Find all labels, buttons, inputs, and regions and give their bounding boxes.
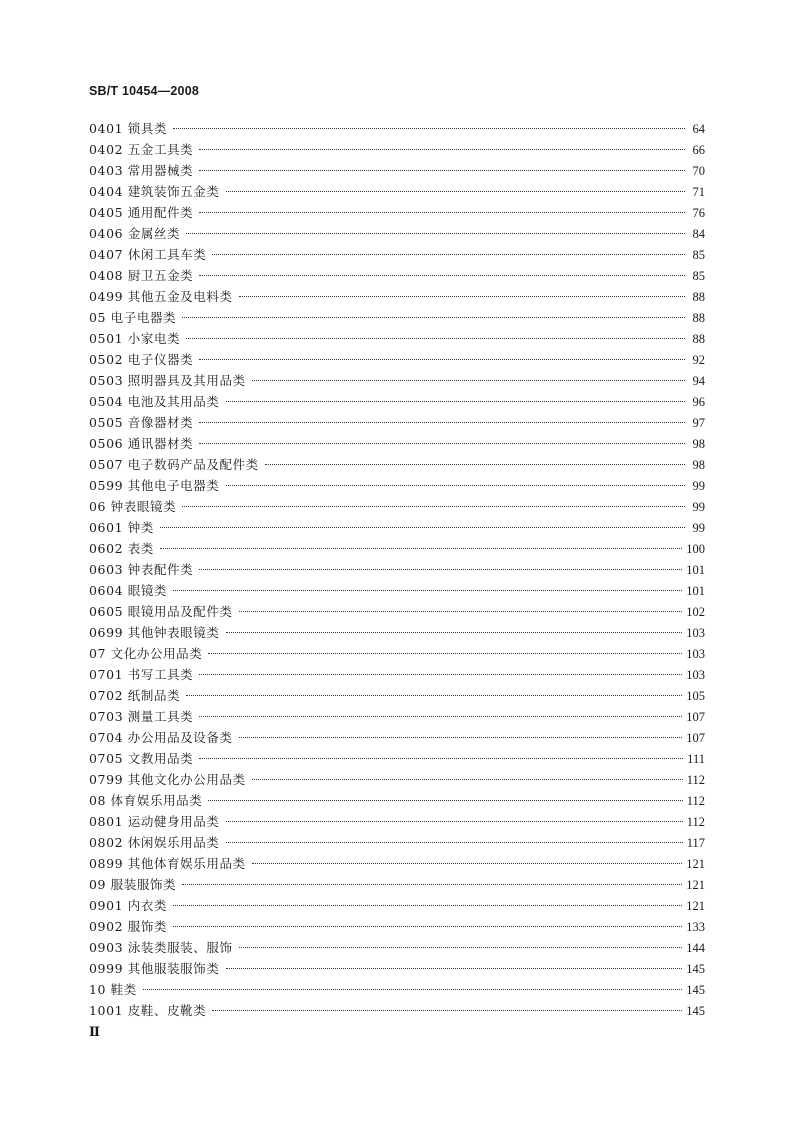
toc-entry-title: 0403 常用器械类 bbox=[89, 163, 194, 178]
standard-code-header: SB/T 10454—2008 bbox=[89, 84, 200, 98]
dot-leader bbox=[199, 442, 685, 444]
toc-entry-page: 85 bbox=[692, 269, 705, 283]
toc-entry-page: 117 bbox=[686, 836, 705, 850]
toc-entry-title: 0506 通讯器材类 bbox=[89, 436, 194, 451]
dot-leader bbox=[226, 484, 686, 486]
toc-entry[interactable] bbox=[89, 454, 705, 475]
toc-entry[interactable] bbox=[89, 643, 705, 664]
toc-entry[interactable] bbox=[89, 685, 705, 706]
dot-leader bbox=[186, 337, 685, 339]
toc-entry-page: 145 bbox=[686, 962, 705, 976]
toc-entry[interactable] bbox=[89, 433, 705, 454]
dot-leader bbox=[143, 988, 682, 990]
toc-entry[interactable] bbox=[89, 412, 705, 433]
dot-leader bbox=[173, 127, 685, 129]
toc-entry-title: 0799 其他文化办公用品类 bbox=[89, 772, 246, 787]
toc-entry[interactable] bbox=[89, 748, 705, 769]
dot-leader bbox=[226, 400, 686, 402]
toc-entry-page: 70 bbox=[692, 164, 705, 178]
toc-entry-page: 99 bbox=[692, 500, 705, 514]
toc-entry-title: 0902 服饰类 bbox=[89, 919, 168, 934]
toc-entry[interactable] bbox=[89, 895, 705, 916]
dot-leader bbox=[199, 568, 682, 570]
toc-entry-title: 0504 电池及其用品类 bbox=[89, 394, 220, 409]
toc-entry-title: 0507 电子数码产品及配件类 bbox=[89, 457, 259, 472]
dot-leader bbox=[173, 925, 682, 927]
dot-leader bbox=[212, 1009, 682, 1011]
toc-entry[interactable] bbox=[89, 118, 705, 139]
toc-entry[interactable] bbox=[89, 202, 705, 223]
toc-entry-page: 92 bbox=[692, 353, 705, 367]
toc-entry-page: 105 bbox=[686, 689, 705, 703]
toc-entry-title: 0903 泳装类服装、服饰 bbox=[89, 940, 233, 955]
toc-entry[interactable] bbox=[89, 769, 705, 790]
toc-entry[interactable] bbox=[89, 979, 705, 1000]
toc-entry[interactable] bbox=[89, 538, 705, 559]
toc-entry-title: 0505 音像器材类 bbox=[89, 415, 194, 430]
dot-leader bbox=[239, 736, 683, 738]
toc-entry[interactable] bbox=[89, 601, 705, 622]
toc-entry-page: 88 bbox=[692, 290, 705, 304]
toc-entry[interactable] bbox=[89, 349, 705, 370]
toc-entry-page: 133 bbox=[686, 920, 705, 934]
toc-entry[interactable] bbox=[89, 1000, 705, 1021]
toc-entry-page: 94 bbox=[692, 374, 705, 388]
toc-entry-title: 0402 五金工具类 bbox=[89, 142, 194, 157]
toc-entry[interactable] bbox=[89, 853, 705, 874]
toc-entry-title: 0406 金属丝类 bbox=[89, 226, 181, 241]
dot-leader bbox=[199, 358, 685, 360]
toc-entry-page: 103 bbox=[686, 668, 705, 682]
toc-entry-page: 100 bbox=[686, 542, 705, 556]
toc-entry-title: 0699 其他钟表眼镜类 bbox=[89, 625, 220, 640]
toc-entry-title: 0599 其他电子电器类 bbox=[89, 478, 220, 493]
toc-entry-page: 112 bbox=[686, 773, 705, 787]
toc-entry-title: 08 体育娱乐用品类 bbox=[89, 793, 203, 808]
toc-entry-page: 107 bbox=[686, 731, 705, 745]
dot-leader bbox=[239, 610, 683, 612]
toc-entry-page: 107 bbox=[686, 710, 705, 724]
toc-entry[interactable] bbox=[89, 244, 705, 265]
toc-entry[interactable] bbox=[89, 328, 705, 349]
toc-entry-title: 05 电子电器类 bbox=[89, 310, 177, 325]
toc-entry-title: 0703 测量工具类 bbox=[89, 709, 194, 724]
toc-entry[interactable] bbox=[89, 370, 705, 391]
toc-entry-title: 0704 办公用品及设备类 bbox=[89, 730, 233, 745]
page-number: Ⅱ bbox=[89, 1024, 100, 1039]
dot-leader bbox=[199, 169, 685, 171]
toc-entry-page: 111 bbox=[687, 752, 705, 766]
toc-entry[interactable] bbox=[89, 307, 705, 328]
toc-entry-page: 103 bbox=[686, 626, 705, 640]
dot-leader bbox=[239, 295, 685, 297]
toc-entry-title: 0705 文教用品类 bbox=[89, 751, 194, 766]
dot-leader bbox=[252, 862, 683, 864]
toc-entry-page: 84 bbox=[692, 227, 705, 241]
dot-leader bbox=[199, 757, 683, 759]
dot-leader bbox=[186, 232, 685, 234]
toc-entry-page: 88 bbox=[692, 332, 705, 346]
toc-entry-title: 0899 其他体育娱乐用品类 bbox=[89, 856, 246, 871]
toc-entry[interactable] bbox=[89, 811, 705, 832]
toc-entry[interactable] bbox=[89, 706, 705, 727]
toc-entry[interactable] bbox=[89, 958, 705, 979]
toc-entry-title: 0405 通用配件类 bbox=[89, 205, 194, 220]
toc-entry-title: 09 服装服饰类 bbox=[89, 877, 177, 892]
toc-entry-title: 0501 小家电类 bbox=[89, 331, 181, 346]
toc-entry[interactable] bbox=[89, 664, 705, 685]
toc-entry-title: 0404 建筑装饰五金类 bbox=[89, 184, 220, 199]
toc-entry-title: 1001 皮鞋、皮靴类 bbox=[89, 1003, 207, 1018]
dot-leader bbox=[239, 946, 683, 948]
toc-entry-page: 101 bbox=[686, 563, 705, 577]
dot-leader bbox=[199, 673, 682, 675]
toc-entry-page: 112 bbox=[686, 794, 705, 808]
toc-entry-title: 0801 运动健身用品类 bbox=[89, 814, 220, 829]
toc-entry-title: 0407 休闲工具车类 bbox=[89, 247, 207, 262]
toc-entry-title: 0601 钟类 bbox=[89, 520, 154, 535]
toc-entry-title: 07 文化办公用品类 bbox=[89, 646, 203, 661]
toc-entry[interactable] bbox=[89, 916, 705, 937]
toc-entry-title: 0499 其他五金及电料类 bbox=[89, 289, 233, 304]
dot-leader bbox=[226, 967, 683, 969]
toc-entry-page: 64 bbox=[692, 122, 705, 136]
toc-entry-title: 0408 厨卫五金类 bbox=[89, 268, 194, 283]
toc-entry-page: 88 bbox=[692, 311, 705, 325]
dot-leader bbox=[160, 547, 682, 549]
toc-entry-page: 121 bbox=[686, 899, 705, 913]
dot-leader bbox=[199, 715, 682, 717]
toc-entry-page: 102 bbox=[686, 605, 705, 619]
dot-leader bbox=[226, 190, 686, 192]
dot-leader bbox=[208, 652, 682, 654]
toc-entry[interactable] bbox=[89, 475, 705, 496]
toc-entry[interactable] bbox=[89, 223, 705, 244]
toc-entry-title: 0602 表类 bbox=[89, 541, 154, 556]
dot-leader bbox=[208, 799, 682, 801]
toc-entry-title: 0603 钟表配件类 bbox=[89, 562, 194, 577]
toc-entry-title: 0802 休闲娱乐用品类 bbox=[89, 835, 220, 850]
toc-entry-page: 145 bbox=[686, 983, 705, 997]
dot-leader bbox=[199, 148, 685, 150]
toc-entry[interactable] bbox=[89, 874, 705, 895]
toc-entry-title: 0604 眼镜类 bbox=[89, 583, 168, 598]
toc-entry[interactable] bbox=[89, 832, 705, 853]
toc-entry-page: 96 bbox=[692, 395, 705, 409]
toc-entry-title: 0503 照明器具及其用品类 bbox=[89, 373, 246, 388]
toc-entry-page: 76 bbox=[692, 206, 705, 220]
toc-entry-title: 10 鞋类 bbox=[89, 982, 137, 997]
dot-leader bbox=[186, 694, 682, 696]
toc-entry[interactable] bbox=[89, 286, 705, 307]
toc-entry-page: 121 bbox=[686, 878, 705, 892]
toc-entry[interactable] bbox=[89, 139, 705, 160]
dot-leader bbox=[212, 253, 685, 255]
toc-entry-page: 101 bbox=[686, 584, 705, 598]
toc-entry-page: 99 bbox=[692, 479, 705, 493]
dot-leader bbox=[226, 841, 683, 843]
toc-entry-title: 0701 书写工具类 bbox=[89, 667, 194, 682]
toc-entry-title: 0901 内衣类 bbox=[89, 898, 168, 913]
toc-entry-page: 98 bbox=[692, 458, 705, 472]
dot-leader bbox=[252, 379, 685, 381]
dot-leader bbox=[173, 589, 682, 591]
toc-entry-page: 112 bbox=[686, 815, 705, 829]
toc-entry-page: 97 bbox=[692, 416, 705, 430]
dot-leader bbox=[199, 421, 685, 423]
toc-entry[interactable] bbox=[89, 160, 705, 181]
dot-leader bbox=[252, 778, 683, 780]
toc-entry-page: 145 bbox=[686, 1004, 705, 1018]
toc-entry[interactable] bbox=[89, 265, 705, 286]
dot-leader bbox=[182, 316, 685, 318]
toc-entry[interactable] bbox=[89, 727, 705, 748]
toc-entry-page: 85 bbox=[692, 248, 705, 262]
toc-entry-page: 98 bbox=[692, 437, 705, 451]
dot-leader bbox=[173, 904, 682, 906]
toc-entry[interactable] bbox=[89, 181, 705, 202]
toc-entry-page: 144 bbox=[686, 941, 705, 955]
table-of-contents bbox=[89, 118, 705, 1021]
toc-entry-title: 06 钟表眼镜类 bbox=[89, 499, 177, 514]
dot-leader bbox=[160, 526, 685, 528]
dot-leader bbox=[199, 211, 685, 213]
dot-leader bbox=[226, 631, 683, 633]
toc-entry-page: 121 bbox=[686, 857, 705, 871]
dot-leader bbox=[182, 883, 682, 885]
toc-entry-page: 71 bbox=[692, 185, 705, 199]
toc-entry-title: 0605 眼镜用品及配件类 bbox=[89, 604, 233, 619]
dot-leader bbox=[199, 274, 685, 276]
toc-entry-page: 66 bbox=[692, 143, 705, 157]
toc-entry-title: 0999 其他服装服饰类 bbox=[89, 961, 220, 976]
toc-entry[interactable] bbox=[89, 622, 705, 643]
toc-entry[interactable] bbox=[89, 580, 705, 601]
dot-leader bbox=[182, 505, 685, 507]
toc-entry[interactable] bbox=[89, 937, 705, 958]
toc-entry-title: 0401 锁具类 bbox=[89, 121, 168, 136]
toc-entry[interactable] bbox=[89, 391, 705, 412]
toc-entry-title: 0502 电子仪器类 bbox=[89, 352, 194, 367]
dot-leader bbox=[226, 820, 683, 822]
toc-entry[interactable] bbox=[89, 559, 705, 580]
toc-entry[interactable] bbox=[89, 517, 705, 538]
toc-entry[interactable] bbox=[89, 790, 705, 811]
toc-entry-page: 99 bbox=[692, 521, 705, 535]
dot-leader bbox=[265, 463, 685, 465]
toc-entry-title: 0702 纸制品类 bbox=[89, 688, 181, 703]
toc-entry-page: 103 bbox=[686, 647, 705, 661]
toc-entry[interactable] bbox=[89, 496, 705, 517]
